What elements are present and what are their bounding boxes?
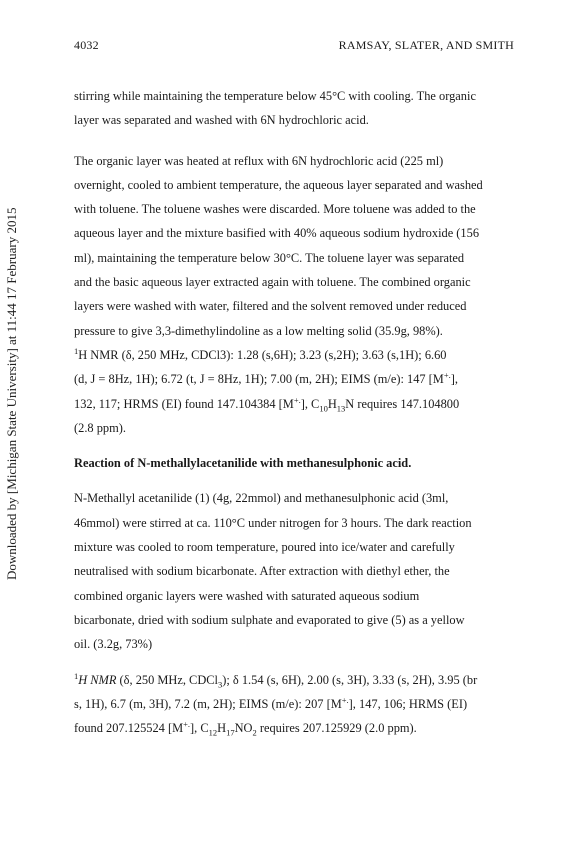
subscript: 2: [252, 727, 257, 738]
nmr-data-indoline: [74, 343, 514, 440]
text-line: N-Methallyl acetanilide (1) (4g, 22mmol) and methanesulphonic acid (3ml,: [74, 491, 449, 506]
text-line: ml), maintaining the temperature below 30°C. The toluene layer was separated: [74, 250, 465, 265]
paragraph-workup: [74, 84, 514, 133]
text-line: with toluene. The toluene washes were discarded. More toluene was added to the: [74, 202, 476, 217]
text-line: s, 1H), 6.7 (m, 3H), 7.2 (m, 2H); EIMS (m/e): 207 [M+.], 147, 106; HRMS (EI): [74, 694, 468, 711]
text-line: $^1$H NMR (δ, 250 MHz, CDCl3): 1.28 (s,6H); 3.23 (s,2H); 3.63 (s,1H); 6.60: [74, 345, 447, 362]
text-line: pressure to give 3,3-dimethylindoline as a low melting solid (35.9g, 98%).: [74, 323, 443, 338]
paragraph-reaction: [74, 486, 514, 656]
paragraph-hydrolysis: [74, 149, 514, 343]
download-watermark: Downloaded by [Michigan State University] at 11:44 17 February 2015: [4, 207, 19, 580]
subscript: 3: [217, 679, 223, 689]
subscript: 10: [319, 403, 328, 414]
text-line: overnight, cooled to ambient temperature, the aqueous layer separated and washed: [74, 177, 483, 192]
text-line: stirring while maintaining the temperature below 45°C with cooling. The organic: [74, 89, 476, 103]
text-line: combined organic layers were washed with saturated aqueous sodium: [74, 588, 420, 603]
superscript: 1: [74, 345, 79, 356]
text-line: (d, J = 8Hz, 1H); 6.72 (t, J = 8Hz, 1H); 7.00 (m, 2H); EIMS (m/e): 147 [M+.],: [74, 370, 458, 387]
superscript: +.: [341, 694, 349, 705]
text-line: 132, 117; HRMS (EI) found 147.104384 [M+.], $C_{10}H_{13}N$ requires 147.104800: [74, 394, 460, 414]
subscript: 13: [336, 403, 346, 414]
superscript: 1: [74, 670, 79, 681]
text-line: neutralised with sodium bicarbonate. After extraction with diethyl ether, the: [74, 564, 450, 579]
text-line: oil. (3.2g, 73%): [74, 637, 153, 652]
text-line: layer was separated and washed with 6N hydrochloric acid.: [74, 113, 369, 128]
section-heading: Reaction of N-methallylacetanilide with methanesulphonic acid.: [74, 456, 412, 471]
text-line: The organic layer was heated at reflux with 6N hydrochloric acid (225 ml): [74, 153, 444, 168]
text-line: (2.8 ppm).: [74, 420, 126, 435]
text-line: 46mmol) were stirred at ca. 110°C under nitrogen for 3 hours. The dark reaction: [74, 515, 472, 530]
article-body: [74, 84, 514, 740]
page-number: 4032: [74, 38, 99, 52]
superscript: +.: [443, 370, 451, 381]
text-line: $^1$H NMR (δ, 250 MHz, CDCl$_3$); δ 1.54 (s, 6H), 2.00 (s, 3H), 3.33 (s, 2H), 3.95 (br: [74, 670, 478, 689]
text-line: and the basic aqueous layer extracted again with toluene. The combined organic: [74, 275, 471, 290]
text-line: bicarbonate, dried with sodium sulphate and evaporated to give (5) as a yellow: [74, 612, 465, 627]
text-line: aqueous layer and the mixture basified with 40% aqueous sodium hydroxide (156: [74, 226, 480, 241]
superscript: +.: [293, 394, 301, 405]
subscript: 17: [226, 727, 235, 738]
running-head-authors: RAMSAY, SLATER, AND SMITH: [338, 38, 514, 52]
text-line: mixture was cooled to room temperature, poured into ice/water and carefully: [74, 540, 455, 555]
subscript: 12: [208, 727, 218, 738]
text-line: found 207.125524 [M+.], $C_{12}H_{17}NO_2$ requires 207.125929 (2.0 ppm).: [74, 719, 417, 738]
text-line: layers were washed with water, filtered and the solvent removed under reduced: [74, 299, 467, 314]
superscript: +.: [183, 719, 191, 729]
nmr-data-product: [74, 668, 514, 741]
